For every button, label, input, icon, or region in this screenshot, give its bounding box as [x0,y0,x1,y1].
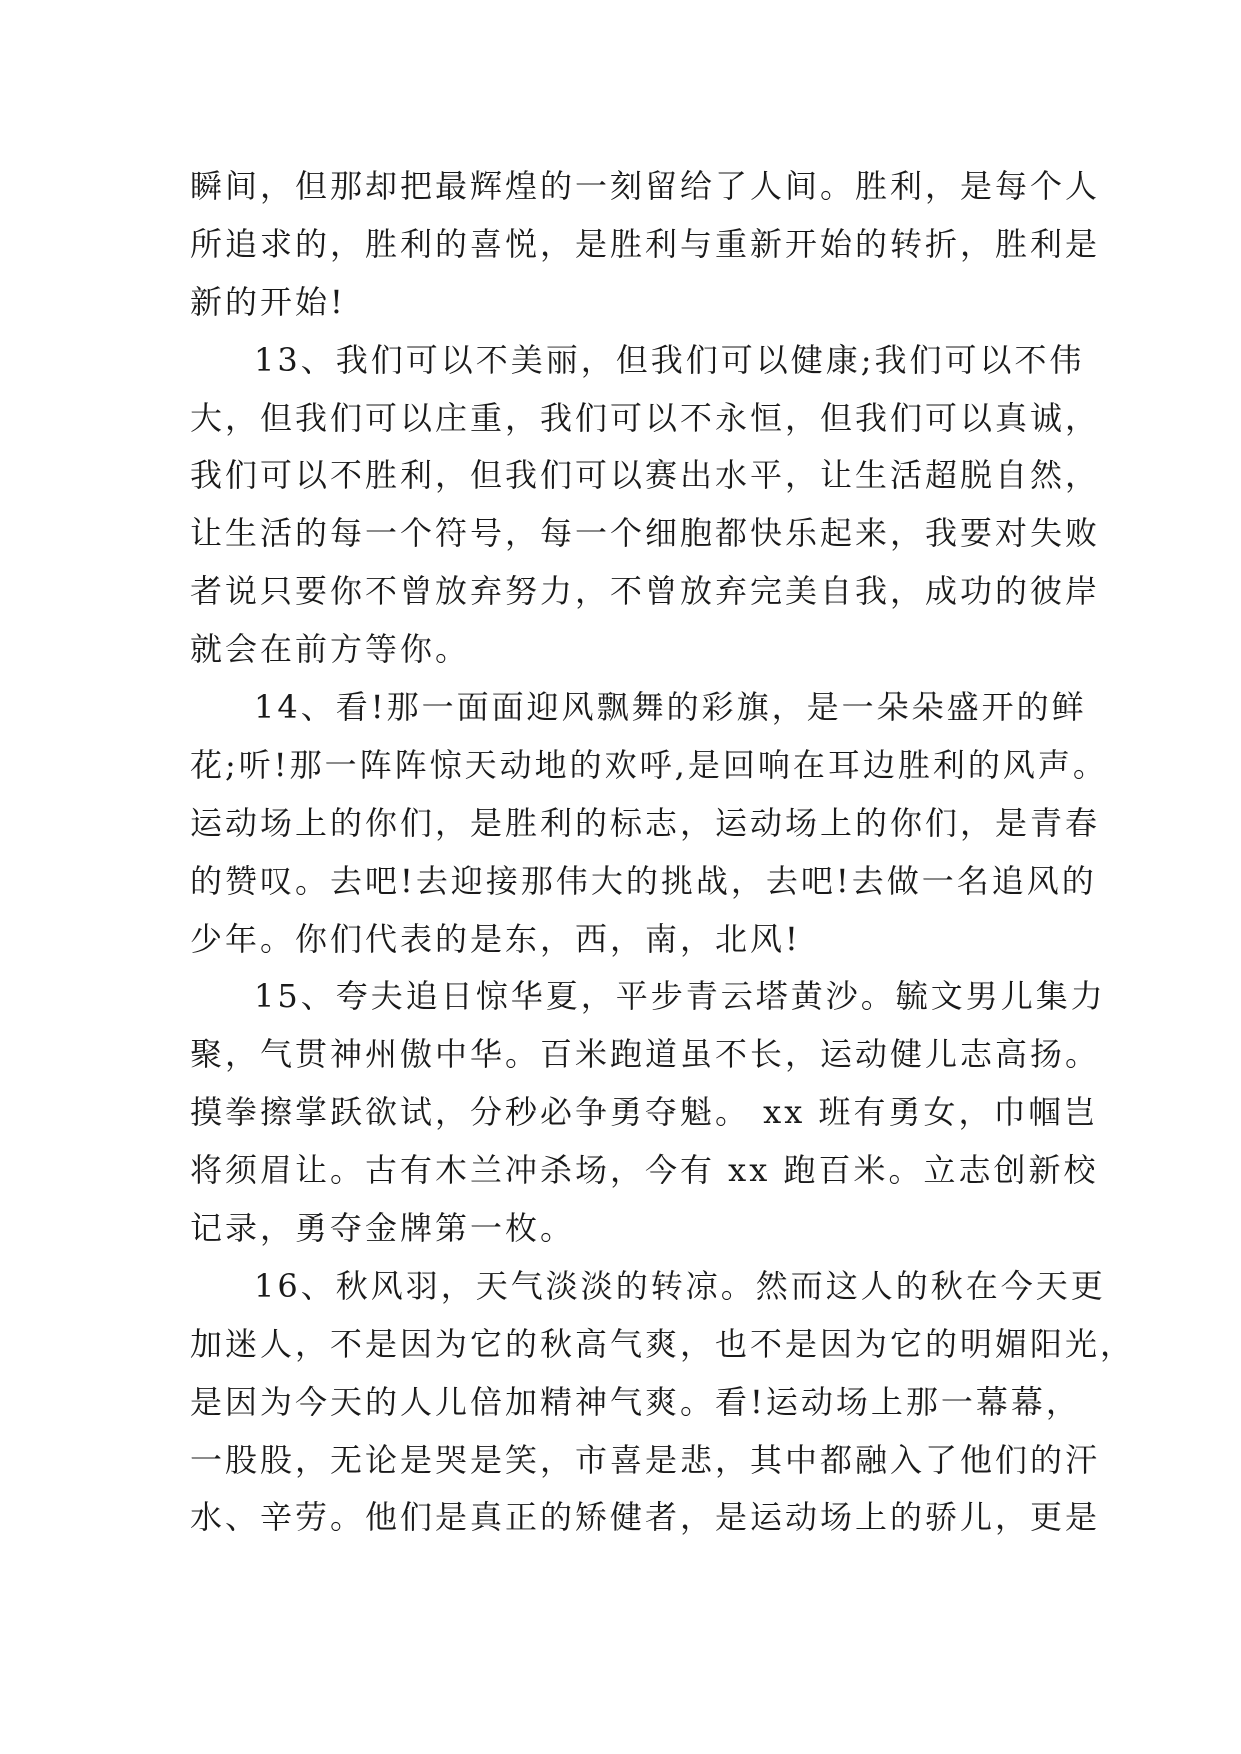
text-line: 运动场上的你们，是胜利的标志，运动场上的你们，是青春 [190,803,1101,842]
text-line: 水、辛劳。他们是真正的矫健者，是运动场上的骄儿，更是 [190,1498,1101,1537]
paragraph-first-line: 13、我们可以不美丽，但我们可以健康;我们可以不伟 [254,340,1085,379]
paragraph-first-line: 15、夸夫追日惊华夏，平步青云塔黄沙。毓文男儿集力 [254,977,1106,1016]
text-line: 我们可以不胜利，但我们可以赛出水平，让生活超脱自然， [190,456,1101,495]
paragraph-first-line: 16、秋风羽，天气淡淡的转凉。然而这人的秋在今天更 [254,1266,1106,1305]
text-line: 所追求的，胜利的喜悦，是胜利与重新开始的转折，胜利是 [190,224,1101,263]
text-line: 加迷人，不是因为它的秋高气爽，也不是因为它的明媚阳光， [190,1324,1136,1363]
text-line: 少年。你们代表的是东，西，南，北风! [190,919,801,958]
text-line: 新的开始! [190,282,346,321]
text-line: 将须眉让。古有木兰冲杀场，今有 xx 跑百米。立志创新校 [190,1151,1099,1190]
paragraph-first-line: 14、看!那一面面迎风飘舞的彩旗，是一朵朵盛开的鲜 [254,688,1087,727]
text-line: 一股股，无论是哭是笑，市喜是悲，其中都融入了他们的汗 [190,1440,1101,1479]
text-line: 就会在前方等你。 [190,630,471,669]
text-line: 大，但我们可以庄重，我们可以不永恒，但我们可以真诚， [190,398,1101,437]
text-line: 聚，气贯神州傲中华。百米跑道虽不长，运动健儿志高扬。 [190,1035,1101,1074]
text-line: 是因为今天的人儿倍加精神气爽。看!运动场上那一幕幕， [190,1382,1081,1421]
text-line: 的赞叹。去吧!去迎接那伟大的挑战，去吧!去做一名追风的 [190,861,1097,900]
body-text [190,158,1136,1547]
text-line: 摸拳擦掌跃欲试，分秒必争勇夺魁。 xx 班有勇女，巾帼岂 [190,1093,1099,1132]
text-line: 者说只要你不曾放弃努力，不曾放弃完美自我，成功的彼岸 [190,572,1101,611]
text-line: 让生活的每一个符号，每一个细胞都快乐起来，我要对失败 [190,514,1101,553]
text-line: 记录，勇夺金牌第一枚。 [190,1209,576,1248]
text-line: 花;听!那一阵阵惊天动地的欢呼,是回响在耳边胜利的风声。 [190,745,1108,784]
text-line: 瞬间，但那却把最辉煌的一刻留给了人间。胜利，是每个人 [190,167,1101,205]
